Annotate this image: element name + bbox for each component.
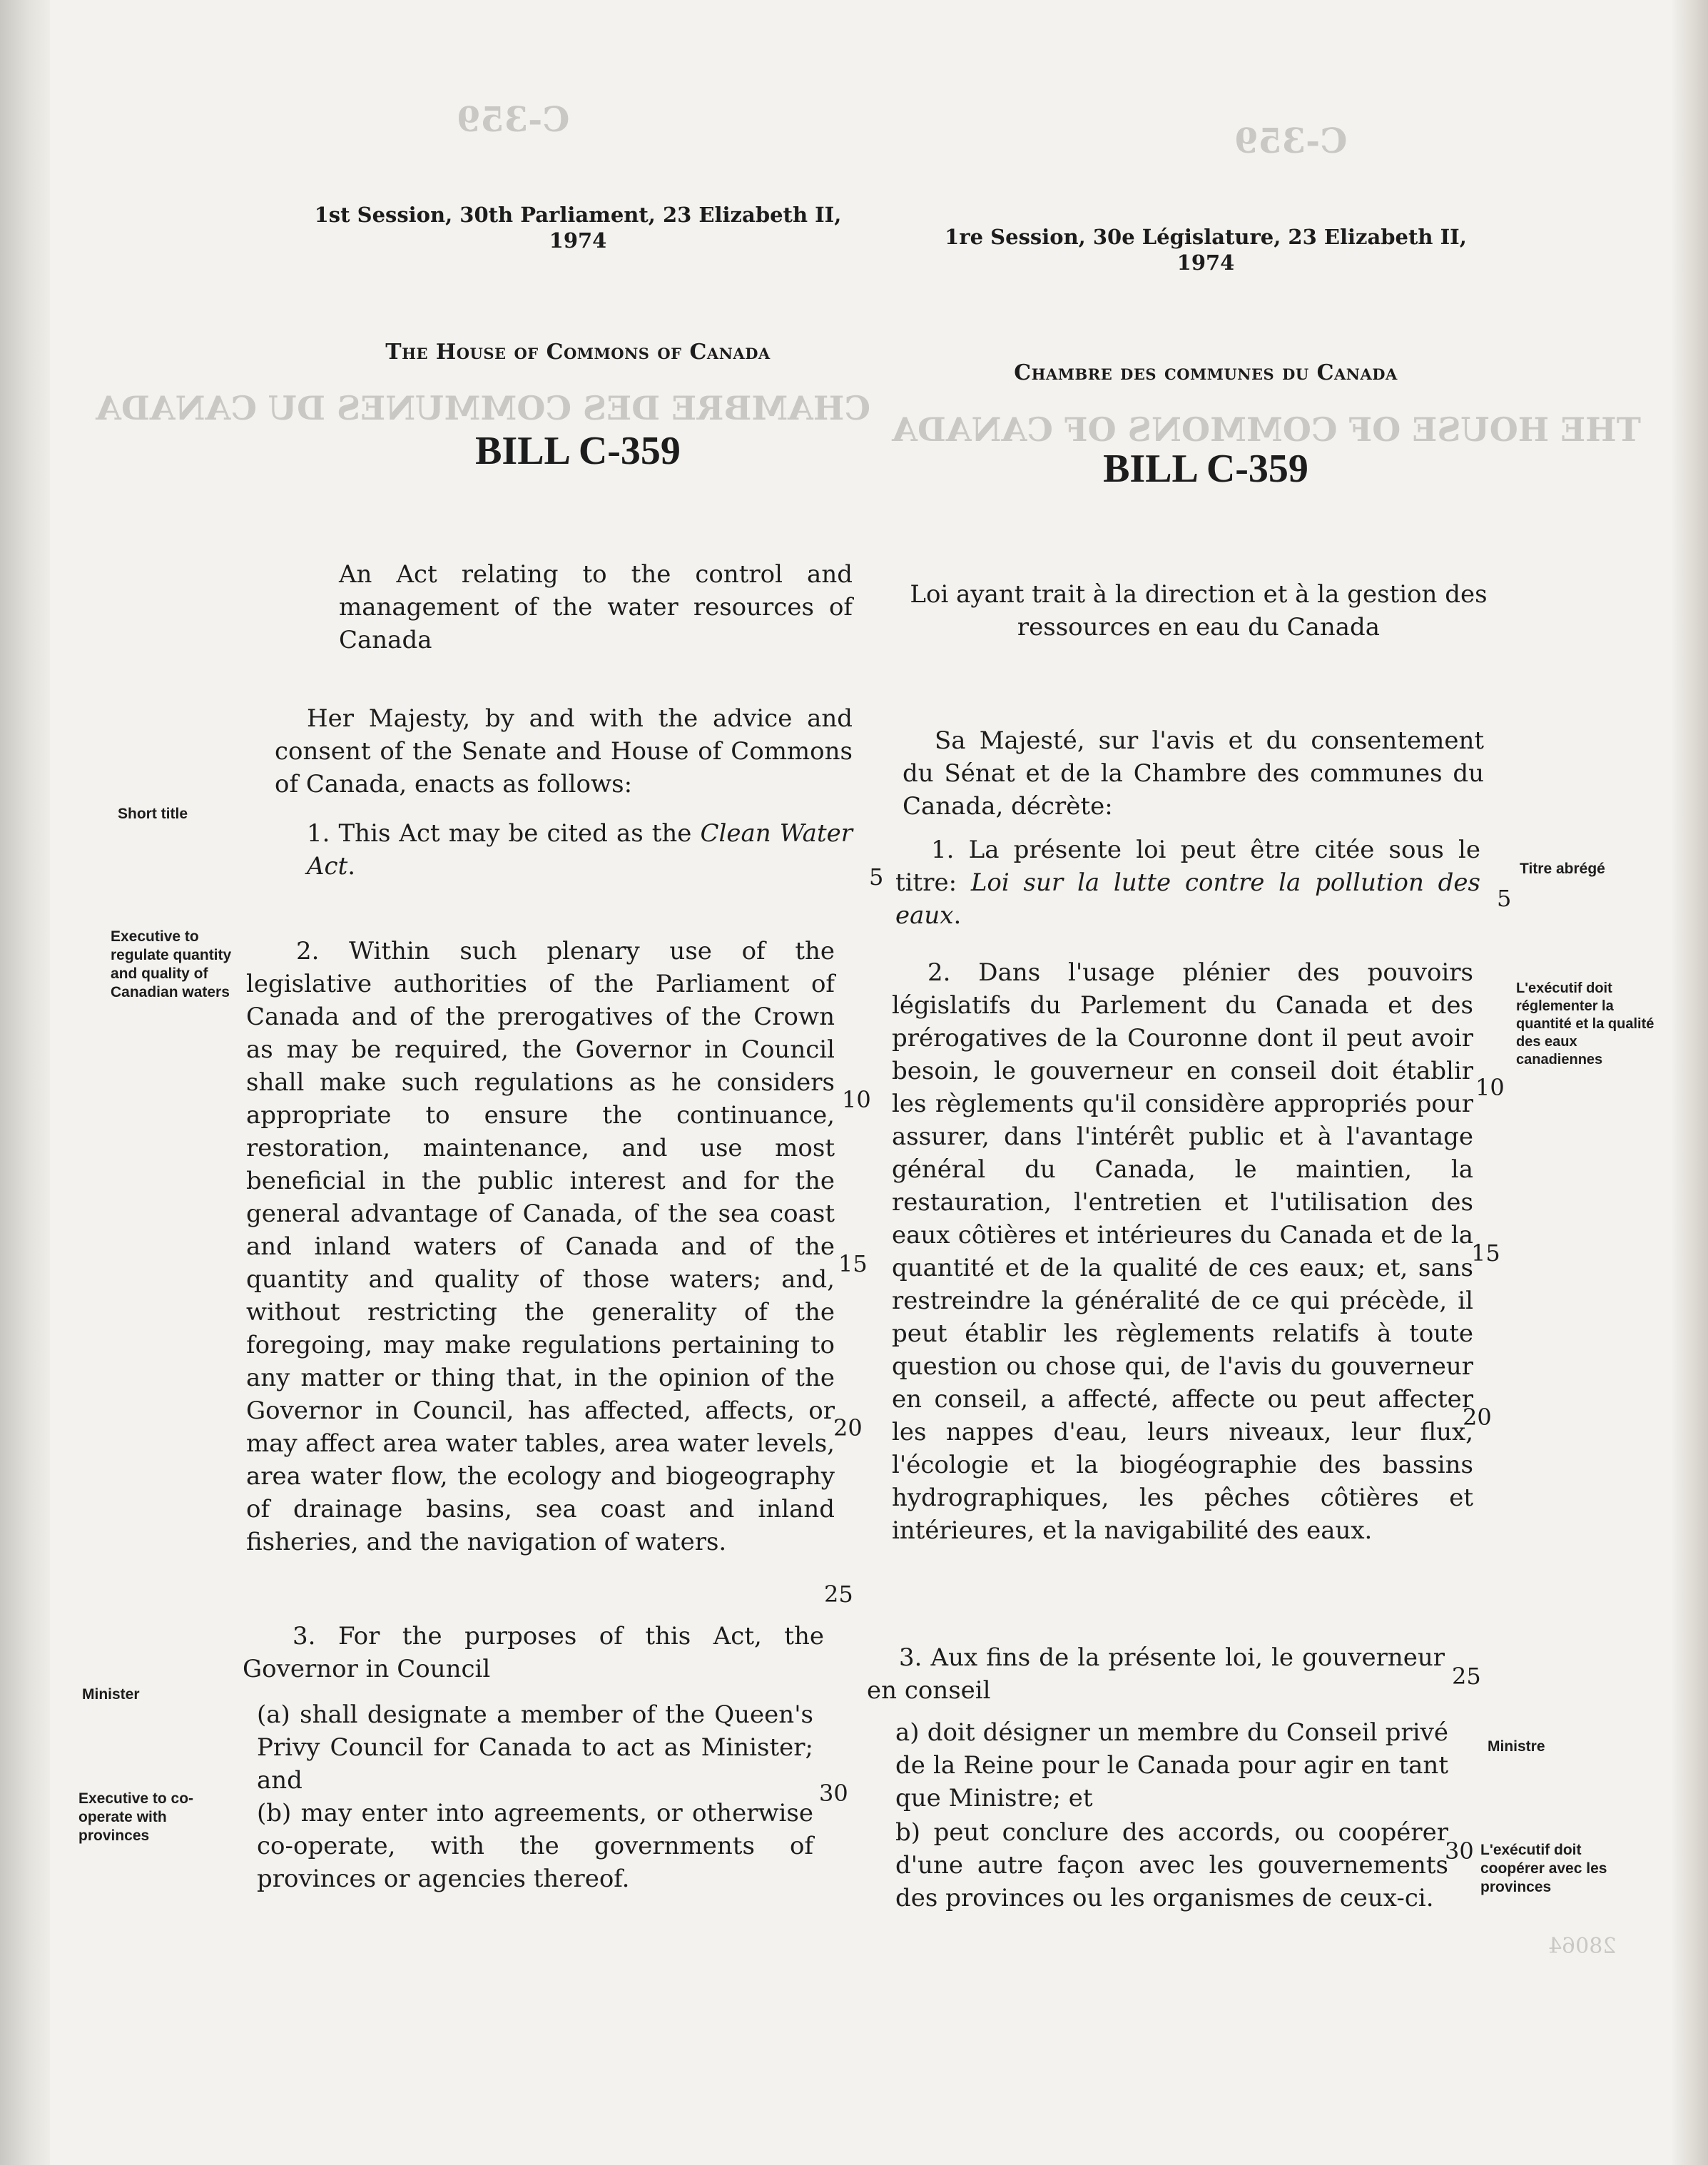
fr-line-number-25: 25 — [1452, 1663, 1481, 1690]
en-section-3-a: (a) shall designate a member of the Queen's Privy Council for Canada to act as Minister; and — [257, 1700, 813, 1795]
en-line-number-25: 25 — [824, 1581, 853, 1608]
en-house-heading: The House of Commons of Canada — [385, 340, 771, 365]
fr-line-number-30: 30 — [1445, 1837, 1474, 1865]
en-session-line1: 1st Session, 30th Parliament, 23 Elizabeth II, — [314, 203, 842, 227]
fr-line-number-10: 10 — [1475, 1074, 1505, 1101]
en-margin-cooperate: Executive to co-operate with provinces — [78, 1790, 194, 1844]
en-line-number-30: 30 — [819, 1780, 848, 1807]
en-line-number-20: 20 — [833, 1414, 863, 1441]
fr-line-number-20: 20 — [1463, 1404, 1492, 1431]
en-section-3-b: (b) may enter into agreements, or otherwise co-operate, with the governments of provinces or agencies thereof. — [257, 1799, 813, 1893]
show-through-c359-b: C-359 — [1234, 121, 1348, 161]
en-s1-italic: Clean Water Act — [307, 819, 853, 881]
fr-session-line2: 1974 — [1176, 250, 1235, 275]
en-long-title — [282, 558, 853, 656]
fr-section-3-a: a) doit désigner un membre du Conseil privé de la Reine pour le Canada pour agir en tant que Ministre; et — [895, 1718, 1448, 1812]
fr-section-3-intro: 3. Aux fins de la présente loi, le gouverneur en conseil — [867, 1643, 1445, 1705]
en-bill-number: BILL C-359 — [475, 429, 681, 473]
fr-session-header — [935, 224, 1477, 275]
show-through-c359: C-359 — [457, 100, 570, 140]
en-long-title-text: An Act relating to the control and management of the water resources of Canada — [339, 560, 853, 654]
en-section-2: 2. Within such plenary use of the legislative authorities of the Parliament of Canada and of the prerogatives of the Crown as may be required, the Governor in Council shall make such regulations as he considers appropriate to ensure the continuance, restoration, maintenance, and use most beneficial in the public interest and for the general advantage of Canada, of the sea coast and inland waters of Canada and of the quantity and quality of those waters; and, without restricting the generality of the foregoing, may make regulations pertaining to any matter or thing that, in the opinion of the Governor in Council, has affected, affects, or may affect area water tables, area water levels, area water flow, the ecology and biogeography of drainage basins, sea coast and inland fisheries, and the navigation of waters. — [246, 937, 835, 1556]
en-section-3-intro: 3. For the purposes of this Act, the Governor in Council — [243, 1622, 824, 1683]
en-session-header — [307, 202, 849, 253]
en-line-number-15: 15 — [838, 1250, 868, 1277]
show-through-house-en: THE HOUSE OF COMMONS OF CANADA — [892, 410, 1641, 449]
en-s1-suffix: . — [347, 852, 356, 881]
fr-margin-executive: L'exécutif doit réglementer la quantité et la qualité des eaux canadiennes — [1516, 980, 1654, 1068]
en-margin-short-title: Short title — [118, 806, 188, 822]
en-s1-prefix: 1. This Act may be cited as the — [307, 819, 701, 848]
en-line-number-10: 10 — [842, 1086, 871, 1113]
en-section-1 — [307, 817, 853, 883]
en-session-line2: 1974 — [549, 228, 607, 253]
en-margin-minister: Minister — [82, 1686, 140, 1703]
fr-line-number-15: 15 — [1471, 1239, 1500, 1267]
fr-session-line1: 1re Session, 30e Législature, 23 Elizabeth II, — [945, 225, 1467, 249]
fr-section-2: 2. Dans l'usage plénier des pouvoirs législatifs du Parlement du Canada et des prérogatives de la Couronne dont il peut avoir besoin, le gouverneur en conseil doit établir les règlements qu'il considère appropriés pour assurer, dans l'intérêt public et à l'avantage général du Canada, le maintien, la restauration, l'entretien et l'utilisation des eaux côtières et intérieures du Canada et de la quantité et de la qualité de ces eaux; et, sans restreindre la généralité de ce qui précède, il peut établir les règlements relatifs à toute question ou chose qui, de l'avis du gouverneur en conseil, a affecté, affecte ou peut affecter les nappes d'eau, leurs niveaux, leur flux, l'écologie et la biogéographie des bassins hydrographiques, les pêches côtières et intérieures, et la navigabilité des eaux. — [892, 958, 1473, 1545]
fr-margin-short-title: Titre abrégé — [1520, 861, 1605, 877]
page-gutter — [0, 0, 50, 2165]
fr-margin-minister: Ministre — [1488, 1738, 1545, 1755]
fr-section-1 — [895, 833, 1480, 932]
fr-house-heading: Chambre des communes du Canada — [1014, 360, 1398, 385]
en-margin-executive: Executive to regulate quantity and quality of Canadian waters — [111, 928, 232, 1000]
fr-line-number-5-left: 5 — [869, 863, 884, 891]
fr-s1-prefix: 1. La présente loi peut être citée sous le titre: — [895, 836, 1480, 897]
fr-bill-number: BILL C-359 — [1103, 447, 1308, 491]
fr-line-number-5-right: 5 — [1497, 885, 1512, 912]
fr-margin-cooperate: L'exécutif doit coopérer avec les provinces — [1480, 1842, 1607, 1895]
fr-section-3-b: b) peut conclure des accords, ou coopérer d'une autre façon avec les gouvernements des provinces ou les organismes de ceux-ci. — [895, 1818, 1448, 1912]
fr-s1-italic: Loi sur la lutte contre la pollution des eaux — [895, 868, 1480, 930]
fr-s1-suffix: . — [953, 901, 962, 930]
fr-long-title: Loi ayant trait à la direction et à la gestion des ressources en eau du Canada — [910, 580, 1488, 642]
show-through-doc-number: 28064 — [1548, 1934, 1617, 1959]
show-through-house-fr: CHAMBRE DES COMMUNES DU CANADA — [96, 389, 870, 427]
en-enacting-clause: Her Majesty, by and with the advice and consent of the Senate and House of Commons of Canada, enacts as follows: — [275, 704, 853, 798]
fr-enacting-clause: Sa Majesté, sur l'avis et du consentement du Sénat et de la Chambre des communes du Canada, décrète: — [903, 726, 1484, 821]
page-edge — [1672, 0, 1708, 2165]
